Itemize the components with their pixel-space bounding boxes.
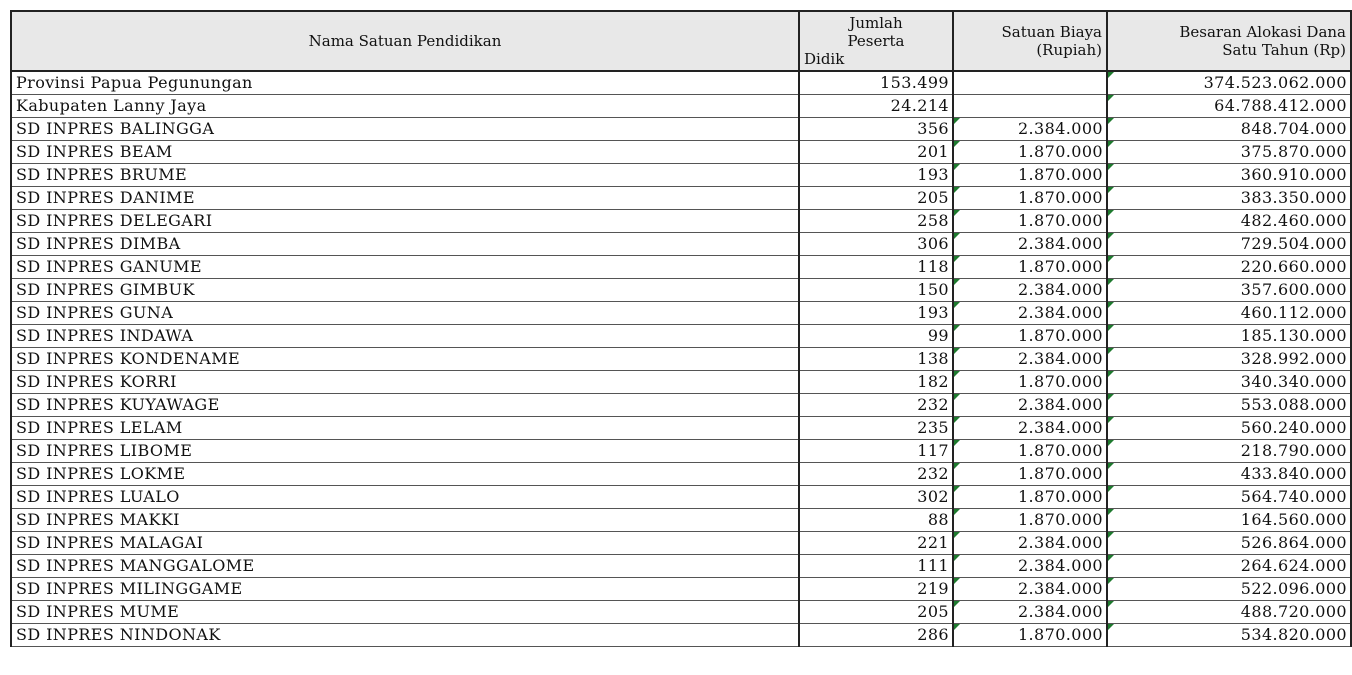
table-row: [11, 463, 1351, 486]
cell-annual-allocation[interactable]: 534.820.000: [1107, 624, 1351, 647]
cell-annual-allocation[interactable]: 64.788.412.000: [1107, 95, 1351, 118]
table-row: [11, 555, 1351, 578]
cell-student-count[interactable]: 205: [799, 601, 953, 624]
cell-unit-cost[interactable]: 2.384.000: [953, 118, 1107, 141]
cell-school-name[interactable]: SD INPRES BALINGGA: [11, 118, 799, 141]
cell-school-name[interactable]: SD INPRES LOKME: [11, 463, 799, 486]
cell-school-name[interactable]: SD INPRES DELEGARI: [11, 210, 799, 233]
cell-unit-cost[interactable]: 2.384.000: [953, 394, 1107, 417]
cell-school-name[interactable]: SD INPRES LELAM: [11, 417, 799, 440]
cell-annual-allocation[interactable]: 522.096.000: [1107, 578, 1351, 601]
table-row: [11, 440, 1351, 463]
cell-school-name[interactable]: SD INPRES KONDENAME: [11, 348, 799, 371]
cell-school-name[interactable]: SD INPRES BEAM: [11, 141, 799, 164]
cell-school-name[interactable]: Kabupaten Lanny Jaya: [11, 95, 799, 118]
cell-unit-cost[interactable]: 1.870.000: [953, 164, 1107, 187]
cell-school-name[interactable]: SD INPRES GIMBUK: [11, 279, 799, 302]
cell-unit-cost[interactable]: 1.870.000: [953, 440, 1107, 463]
cell-school-name[interactable]: SD INPRES LIBOME: [11, 440, 799, 463]
cell-student-count[interactable]: 118: [799, 256, 953, 279]
cell-annual-allocation[interactable]: 460.112.000: [1107, 302, 1351, 325]
cell-school-name[interactable]: SD INPRES INDAWA: [11, 325, 799, 348]
table-row: [11, 279, 1351, 302]
cell-annual-allocation[interactable]: 218.790.000: [1107, 440, 1351, 463]
header-unit-cost[interactable]: [953, 11, 1107, 71]
table-row: [11, 233, 1351, 256]
cell-annual-allocation[interactable]: 340.340.000: [1107, 371, 1351, 394]
cell-unit-cost[interactable]: 2.384.000: [953, 578, 1107, 601]
cell-student-count[interactable]: 219: [799, 578, 953, 601]
cell-school-name[interactable]: SD INPRES MUME: [11, 601, 799, 624]
table-row: [11, 417, 1351, 440]
cell-annual-allocation[interactable]: 560.240.000: [1107, 417, 1351, 440]
cell-school-name[interactable]: SD INPRES GANUME: [11, 256, 799, 279]
cell-annual-allocation[interactable]: 374.523.062.000: [1107, 71, 1351, 95]
cell-unit-cost[interactable]: 1.870.000: [953, 210, 1107, 233]
header-student-count-line1: Jumlah: [849, 14, 903, 32]
table-row: [11, 509, 1351, 532]
cell-student-count[interactable]: 201: [799, 141, 953, 164]
cell-student-count[interactable]: 24.214: [799, 95, 953, 118]
header-row: [11, 11, 1351, 71]
cell-annual-allocation[interactable]: 433.840.000: [1107, 463, 1351, 486]
header-annual-allocation[interactable]: [1107, 11, 1351, 71]
cell-annual-allocation[interactable]: 357.600.000: [1107, 279, 1351, 302]
cell-annual-allocation[interactable]: 488.720.000: [1107, 601, 1351, 624]
cell-unit-cost[interactable]: 1.870.000: [953, 256, 1107, 279]
cell-school-name[interactable]: SD INPRES GUNA: [11, 302, 799, 325]
cell-school-name[interactable]: SD INPRES MANGGALOME: [11, 555, 799, 578]
table-row: [11, 71, 1351, 95]
cell-school-name[interactable]: SD INPRES BRUME: [11, 164, 799, 187]
cell-unit-cost[interactable]: 2.384.000: [953, 302, 1107, 325]
table-row: [11, 394, 1351, 417]
cell-annual-allocation[interactable]: 185.130.000: [1107, 325, 1351, 348]
cell-unit-cost[interactable]: 1.870.000: [953, 187, 1107, 210]
table-row: [11, 601, 1351, 624]
cell-school-name[interactable]: SD INPRES KUYAWAGE: [11, 394, 799, 417]
cell-student-count[interactable]: 117: [799, 440, 953, 463]
header-annual-allocation-line1: Besaran Alokasi Dana: [1179, 23, 1346, 41]
cell-student-count[interactable]: 182: [799, 371, 953, 394]
cell-unit-cost[interactable]: 2.384.000: [953, 348, 1107, 371]
cell-annual-allocation[interactable]: 553.088.000: [1107, 394, 1351, 417]
cell-annual-allocation[interactable]: 360.910.000: [1107, 164, 1351, 187]
cell-school-name[interactable]: SD INPRES DANIME: [11, 187, 799, 210]
cell-annual-allocation[interactable]: 264.624.000: [1107, 555, 1351, 578]
cell-school-name[interactable]: SD INPRES KORRI: [11, 371, 799, 394]
cell-annual-allocation[interactable]: 564.740.000: [1107, 486, 1351, 509]
cell-school-name[interactable]: Provinsi Papua Pegunungan: [11, 71, 799, 95]
cell-student-count[interactable]: 88: [799, 509, 953, 532]
cell-student-count[interactable]: 306: [799, 233, 953, 256]
cell-school-name[interactable]: SD INPRES MAKKI: [11, 509, 799, 532]
cell-student-count[interactable]: 232: [799, 394, 953, 417]
table-row: [11, 348, 1351, 371]
cell-unit-cost[interactable]: 1.870.000: [953, 509, 1107, 532]
cell-annual-allocation[interactable]: 482.460.000: [1107, 210, 1351, 233]
cell-school-name[interactable]: SD INPRES NINDONAK: [11, 624, 799, 647]
header-student-count-line2: Peserta: [847, 32, 905, 50]
cell-annual-allocation[interactable]: 375.870.000: [1107, 141, 1351, 164]
cell-annual-allocation[interactable]: 729.504.000: [1107, 233, 1351, 256]
cell-student-count[interactable]: 193: [799, 302, 953, 325]
header-unit-cost-line1: Satuan Biaya: [1001, 23, 1102, 41]
header-student-count-line3: Didik: [804, 50, 845, 68]
cell-unit-cost[interactable]: 2.384.000: [953, 233, 1107, 256]
table-row: [11, 532, 1351, 555]
cell-unit-cost[interactable]: 2.384.000: [953, 417, 1107, 440]
cell-unit-cost[interactable]: 2.384.000: [953, 532, 1107, 555]
cell-school-name[interactable]: SD INPRES MILINGGAME: [11, 578, 799, 601]
cell-annual-allocation[interactable]: 328.992.000: [1107, 348, 1351, 371]
header-school-name-label: Nama Satuan Pendidikan: [308, 32, 502, 50]
cell-unit-cost[interactable]: 1.870.000: [953, 141, 1107, 164]
cell-student-count[interactable]: 232: [799, 463, 953, 486]
cell-unit-cost[interactable]: 2.384.000: [953, 279, 1107, 302]
table-row: [11, 118, 1351, 141]
table-row: [11, 256, 1351, 279]
cell-student-count[interactable]: 258: [799, 210, 953, 233]
cell-annual-allocation[interactable]: 164.560.000: [1107, 509, 1351, 532]
table-row: [11, 371, 1351, 394]
cell-student-count[interactable]: 111: [799, 555, 953, 578]
cell-unit-cost[interactable]: 1.870.000: [953, 371, 1107, 394]
cell-student-count[interactable]: 138: [799, 348, 953, 371]
cell-student-count[interactable]: 302: [799, 486, 953, 509]
cell-student-count[interactable]: 286: [799, 624, 953, 647]
cell-unit-cost[interactable]: 1.870.000: [953, 624, 1107, 647]
table-row: [11, 624, 1351, 647]
cell-annual-allocation[interactable]: 848.704.000: [1107, 118, 1351, 141]
cell-student-count[interactable]: 99: [799, 325, 953, 348]
cell-unit-cost[interactable]: 1.870.000: [953, 325, 1107, 348]
cell-annual-allocation[interactable]: 383.350.000: [1107, 187, 1351, 210]
cell-student-count[interactable]: 235: [799, 417, 953, 440]
table-row: [11, 210, 1351, 233]
header-annual-allocation-line2: Satu Tahun (Rp): [1222, 41, 1346, 59]
header-student-count[interactable]: [799, 11, 953, 71]
header-unit-cost-line2: (Rupiah): [1036, 41, 1102, 59]
cell-unit-cost[interactable]: 1.870.000: [953, 486, 1107, 509]
cell-student-count[interactable]: 205: [799, 187, 953, 210]
table-row: [11, 486, 1351, 509]
cell-unit-cost[interactable]: [953, 95, 1107, 118]
cell-unit-cost[interactable]: 1.870.000: [953, 463, 1107, 486]
cell-school-name[interactable]: SD INPRES LUALO: [11, 486, 799, 509]
cell-school-name[interactable]: SD INPRES DIMBA: [11, 233, 799, 256]
cell-student-count[interactable]: 153.499: [799, 71, 953, 95]
cell-annual-allocation[interactable]: 220.660.000: [1107, 256, 1351, 279]
cell-student-count[interactable]: 356: [799, 118, 953, 141]
header-school-name[interactable]: [11, 11, 799, 71]
cell-unit-cost[interactable]: 2.384.000: [953, 601, 1107, 624]
table-body: [11, 71, 1351, 647]
cell-annual-allocation[interactable]: 526.864.000: [1107, 532, 1351, 555]
table-row: [11, 187, 1351, 210]
cell-student-count[interactable]: 193: [799, 164, 953, 187]
allocation-table: [10, 10, 1352, 647]
table-row: [11, 325, 1351, 348]
cell-student-count[interactable]: 150: [799, 279, 953, 302]
cell-school-name[interactable]: SD INPRES MALAGAI: [11, 532, 799, 555]
table-row: [11, 164, 1351, 187]
cell-student-count[interactable]: 221: [799, 532, 953, 555]
table-row: [11, 141, 1351, 164]
table-row: [11, 578, 1351, 601]
cell-unit-cost[interactable]: [953, 71, 1107, 95]
table-row: [11, 302, 1351, 325]
cell-unit-cost[interactable]: 2.384.000: [953, 555, 1107, 578]
table-row: [11, 95, 1351, 118]
